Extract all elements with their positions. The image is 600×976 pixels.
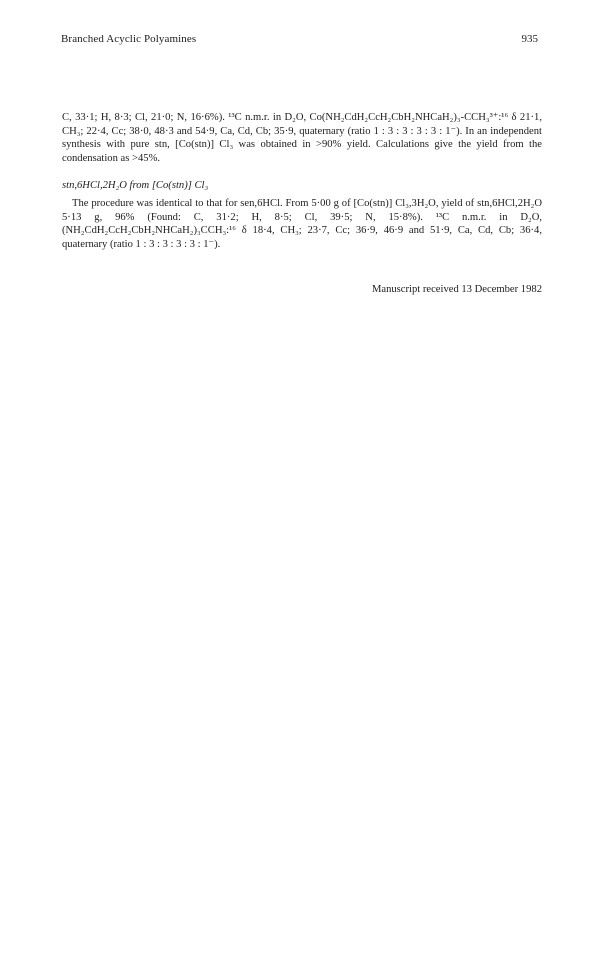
section-heading: stn,6HCl,2H₂O from [Co(stn)] Cl₃	[62, 180, 209, 191]
running-title: Branched Acyclic Polyamines	[61, 33, 197, 45]
page-number: 935	[521, 33, 538, 45]
paragraph-procedure: The procedure was identical to that for sen,6HCl. From 5·00 g of [Co(stn)] Cl₃,3H₂O, yield of stn,6HCl,2H₂O 5·13 g, 96% (Found: C, 31·2; H, 8·5; Cl, 39·5; N, 15·8%). ¹³C n.m.r. in D₂O, (NH₂CdH₂CcH₂CbH₂NHCaH₂)₃CCH₃:¹⁶ δ 18·4, CH₃; 23·7, Cc; 36·9, 46·9 and 51·9, Ca, Cd, Cb; 36·4, quaternary (ratio 1 : 3 : 3 : 3 : 3 : 1⁻).	[62, 198, 542, 250]
manuscript-received-note: Manuscript received 13 December 1982	[371, 284, 542, 295]
paragraph-analysis-continued: C, 33·1; H, 8·3; Cl, 21·0; N, 16·6%). ¹³C n.m.r. in D₂O, Co(NH₂CdH₂CcH₂CbH₂NHCaH₂)₃-CCH₃³⁺:¹⁶ δ 21·1, CH₃; 22·4, Cc; 38·0, 48·3 and 54·9, Ca, Cd, Cb; 35·9, quaternary (ratio 1 : 3 : 3 : 3 : 3 : 1⁻). In an independent synthesis with pure stn, [Co(stn)] Cl₃ was obtained in >90% yield. Calculations give the yield from the condensation as >45%.	[62, 112, 542, 164]
